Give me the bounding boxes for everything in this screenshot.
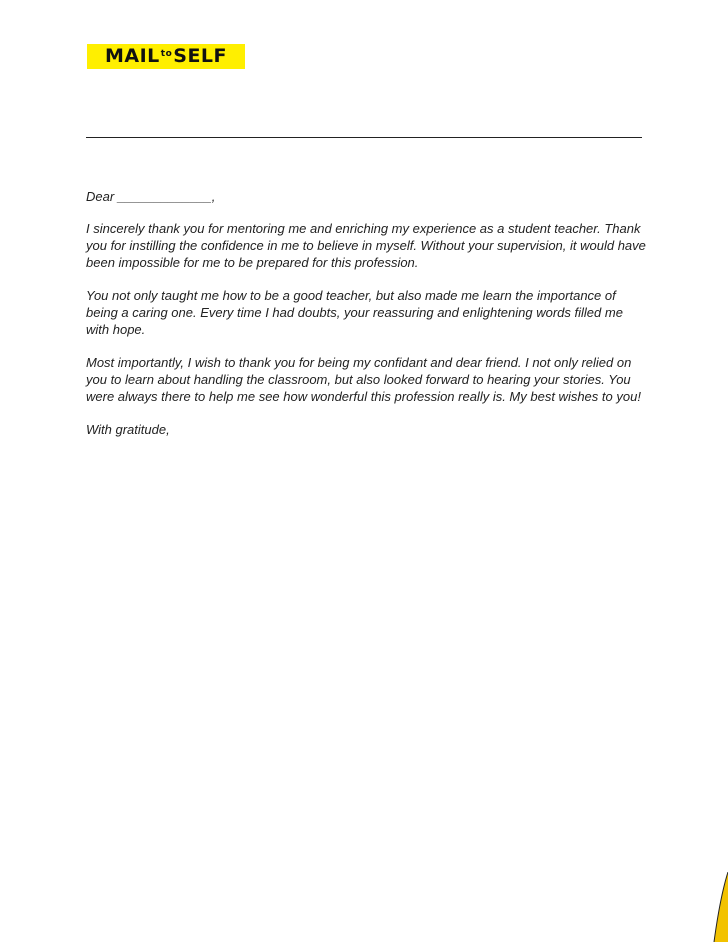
logo-text-left: MAIL [104, 45, 160, 67]
header-divider [86, 137, 642, 138]
letter-body [86, 188, 646, 454]
logo-text-right: SELF [173, 45, 228, 67]
logo-wordmark [105, 47, 227, 66]
corner-decoration [708, 872, 728, 942]
corner-swoosh-icon [708, 872, 728, 942]
letter-closing: With gratitude, [86, 422, 170, 437]
letter-paragraph-1: I sincerely thank you for mentoring me and enriching my experience as a student teacher. Thank you for instilling the confidence in me to believe in myself. Without your supervision, it would have been impossible for me to be prepared for this profession. [86, 221, 646, 270]
letter-paragraph-2: You not only taught me how to be a good teacher, but also made me learn the importance of being a caring one. Every time I had doubts, your reassuring and enlightening words filled me with hope. [86, 288, 623, 337]
mailtoself-logo [87, 44, 245, 69]
corner-swoosh-shape [714, 872, 728, 942]
letter-paragraph-3: Most importantly, I wish to thank you for being my confidant and dear friend. I not only relied on you to learn about handling the classroom, but also looked forward to hearing your stories. You were always there to help me see how wonderful this profession really is. My best wishes to you! [86, 355, 641, 404]
logo-text-mid: to [160, 49, 173, 59]
letter-salutation: Dear _____________, [86, 189, 216, 204]
